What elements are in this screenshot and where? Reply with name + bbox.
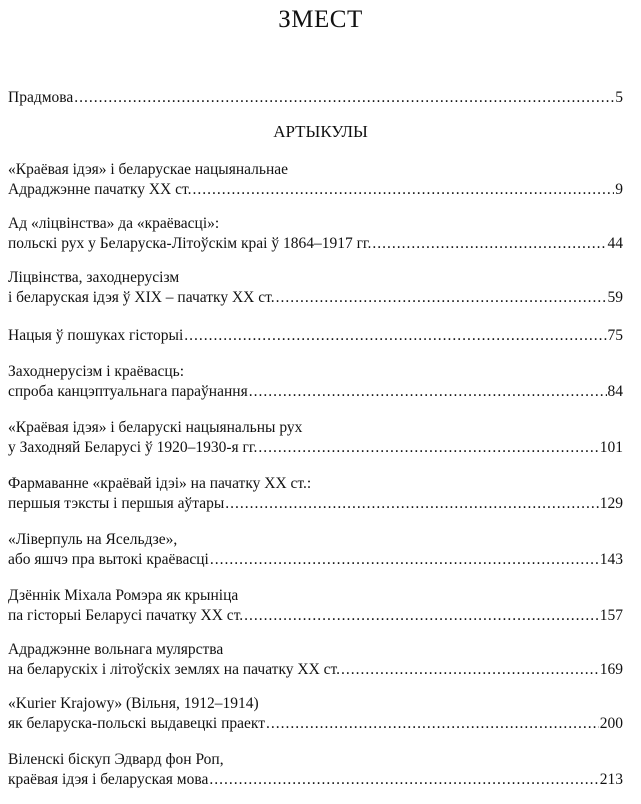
toc-entry-title-cont: на беларускіх і літоўскіх землях на пачатку XX ст. <box>8 661 341 678</box>
toc-entry-title: Прадмова <box>8 89 74 106</box>
toc-entry-title: Ад «ліцвінства» да «краёвасці»: <box>8 215 220 232</box>
leader-dots <box>244 606 599 626</box>
toc-page-number: 200 <box>599 715 623 732</box>
toc-entry-title: «Kurier Krajowy» (Вільня, 1912–1914) <box>8 695 259 712</box>
leader-dots <box>74 88 614 108</box>
toc-page-number: 213 <box>599 771 623 788</box>
toc-entry[interactable] <box>8 694 623 734</box>
toc-entry-line-last <box>8 494 623 514</box>
toc-entry[interactable] <box>8 160 623 200</box>
toc-page-number: 101 <box>599 439 623 456</box>
toc-entry-line-last <box>8 770 623 790</box>
toc-entry-title-cont: па гісторыі Беларусі пачатку XX ст. <box>8 607 244 624</box>
toc-entry-title-cont: або яшчэ пра вытокі краёвасці <box>8 551 209 568</box>
toc-entry[interactable] <box>8 362 623 402</box>
toc-entry[interactable] <box>8 530 623 570</box>
toc-entry-title: Нацыя ў пошуках гісторыі <box>8 327 184 344</box>
leader-dots <box>372 234 606 254</box>
toc-entry-line-last <box>8 550 623 570</box>
toc-entry-line-last <box>8 326 623 346</box>
toc-entry-line-last <box>8 382 623 402</box>
leader-dots <box>192 180 614 200</box>
toc-entry-title-cont: Адраджэнне пачатку XX ст. <box>8 181 192 198</box>
toc-entry-title: Віленскі біскуп Эдвард фон Роп, <box>8 751 224 768</box>
toc-entry-title-cont: у Заходняй Беларусі ў 1920–1930-я гг. <box>8 439 258 456</box>
toc-page-number: 84 <box>607 383 623 400</box>
toc-entry[interactable] <box>8 474 623 514</box>
toc-page-number: 44 <box>607 235 623 252</box>
leader-dots <box>266 714 599 734</box>
toc-entry-title: Заходнерусізм і краёвасць: <box>8 363 185 380</box>
toc-entry[interactable] <box>8 88 623 108</box>
toc-entry-line-last <box>8 606 623 626</box>
toc-page-number: 75 <box>607 327 623 344</box>
toc-page-number: 157 <box>599 607 623 624</box>
section-heading: АРТЫКУЛЫ <box>273 122 368 141</box>
toc-page-number: 59 <box>607 289 623 306</box>
leader-dots <box>341 660 599 680</box>
toc-page-number: 143 <box>599 551 623 568</box>
toc-entry-title: Адраджэнне вольнага мулярства <box>8 641 224 658</box>
toc-entry-line-last <box>8 438 623 458</box>
toc-entry[interactable] <box>8 750 623 790</box>
toc-entry-line-last <box>8 88 623 108</box>
toc-entry-line-last <box>8 714 623 734</box>
leader-dots <box>276 288 607 308</box>
toc-entry-line-last <box>8 288 623 308</box>
toc-entry[interactable] <box>8 214 623 254</box>
toc-entry-title-cont: як беларуска-польскі выдавецкі праект <box>8 715 265 732</box>
leader-dots <box>209 770 598 790</box>
toc-entry[interactable] <box>8 268 623 308</box>
toc-entry-title: Ліцвінства, заходнерусізм <box>8 269 180 286</box>
toc-page-number: 129 <box>599 495 623 512</box>
toc-page-number: 9 <box>615 181 623 198</box>
toc-entry[interactable] <box>8 418 623 458</box>
toc-entry-title: «Краёвая ідэя» і беларускае нацыянальнае <box>8 161 289 178</box>
leader-dots <box>184 326 606 346</box>
toc-entry-title-cont: і беларуская ідэя ў XIX – пачатку XX ст. <box>8 289 275 306</box>
toc-page-number: 169 <box>599 661 623 678</box>
toc-entry-line-last <box>8 660 623 680</box>
toc-entry-title: «Краёвая ідэя» і беларускі нацыянальны рух <box>8 419 303 436</box>
toc-entry[interactable] <box>8 640 623 680</box>
leader-dots <box>249 382 607 402</box>
toc-entry[interactable] <box>8 326 623 346</box>
leader-dots <box>210 550 599 570</box>
toc-entry-title-cont: першыя тэксты і першыя аўтары <box>8 495 225 512</box>
toc-entry-line-last <box>8 180 623 200</box>
toc-entry-title: Фармаванне «краёвай ідэі» на пачатку XX ст.: <box>8 475 312 492</box>
toc-page-number: 5 <box>615 89 623 106</box>
toc-entry-title-cont: спроба канцэптуальнага параўнання <box>8 383 248 400</box>
toc-entry-line-last <box>8 234 623 254</box>
toc-entry-title-cont: краёвая ідэя і беларуская мова <box>8 771 209 788</box>
leader-dots <box>225 494 598 514</box>
page-title: ЗМЕСТ <box>278 6 363 33</box>
leader-dots <box>258 438 598 458</box>
toc-entry-title-cont: польскі рух у Беларуска-Літоўскім краі ў 1864–1917 гг. <box>8 235 372 252</box>
toc-entry-title: Дзённік Міхала Ромэра як крыніца <box>8 587 239 604</box>
toc-entry-title: «Ліверпуль на Ясельдзе», <box>8 531 178 548</box>
toc-entry[interactable] <box>8 586 623 626</box>
